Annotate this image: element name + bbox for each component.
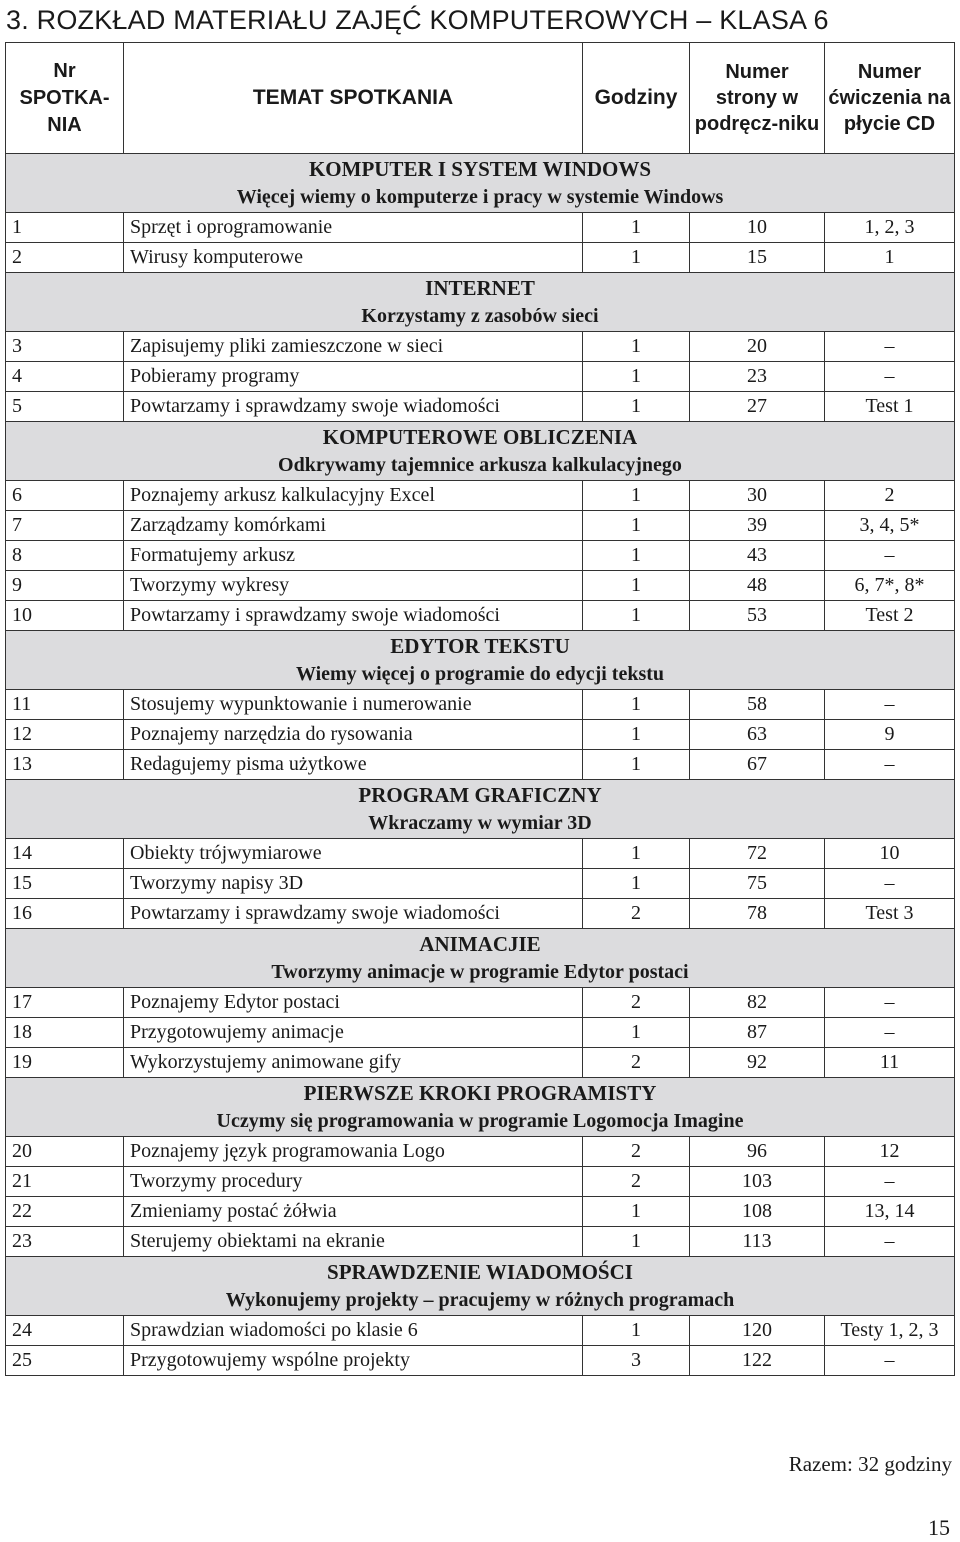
table-row <box>6 1227 955 1257</box>
cell-hours: 2 <box>583 899 690 929</box>
table-row <box>6 243 955 273</box>
cell-hours: 1 <box>583 541 690 571</box>
table-row <box>6 213 955 243</box>
cell-topic: Poznajemy arkusz kalkulacyjny Excel <box>124 481 583 511</box>
cell-cd: 9 <box>825 720 955 750</box>
cell-topic: Pobieramy programy <box>124 362 583 392</box>
cell-nr: 20 <box>6 1137 124 1167</box>
cell-nr: 4 <box>6 362 124 392</box>
header-hours: Godziny <box>583 43 690 154</box>
cell-hours: 1 <box>583 362 690 392</box>
cell-cd: Test 1 <box>825 392 955 422</box>
cell-topic: Tworzymy napisy 3D <box>124 869 583 899</box>
header-nr: Nr SPOTKA-NIA <box>6 43 124 154</box>
cell-topic: Zarządzamy komórkami <box>124 511 583 541</box>
cell-nr: 22 <box>6 1197 124 1227</box>
table-row <box>6 1167 955 1197</box>
table-row <box>6 1137 955 1167</box>
section-header-row <box>6 154 955 213</box>
cell-page: 15 <box>690 243 825 273</box>
cell-page: 78 <box>690 899 825 929</box>
cell-nr: 5 <box>6 392 124 422</box>
cell-page: 122 <box>690 1346 825 1376</box>
cell-nr: 24 <box>6 1316 124 1346</box>
cell-page: 58 <box>690 690 825 720</box>
cell-nr: 23 <box>6 1227 124 1257</box>
cell-hours: 1 <box>583 213 690 243</box>
section-header <box>6 780 955 839</box>
cell-hours: 2 <box>583 1137 690 1167</box>
header-cd: Numer ćwiczenia na płycie CD <box>825 43 955 154</box>
section-title: PROGRAM GRAFICZNY <box>358 783 602 807</box>
cell-page: 103 <box>690 1167 825 1197</box>
cell-hours: 1 <box>583 571 690 601</box>
cell-topic: Redagujemy pisma użytkowe <box>124 750 583 780</box>
cell-hours: 2 <box>583 988 690 1018</box>
table-row <box>6 720 955 750</box>
cell-hours: 1 <box>583 869 690 899</box>
section-title: INTERNET <box>425 276 535 300</box>
cell-topic: Przygotowujemy wspólne projekty <box>124 1346 583 1376</box>
cell-topic: Powtarzamy i sprawdzamy swoje wiadomości <box>124 392 583 422</box>
cell-hours: 1 <box>583 481 690 511</box>
section-header-row <box>6 273 955 332</box>
cell-cd: – <box>825 1227 955 1257</box>
cell-nr: 12 <box>6 720 124 750</box>
section-subtitle: Uczymy się programowania w programie Logomocja Imagine <box>216 1110 744 1132</box>
table-row <box>6 869 955 899</box>
cell-cd: 2 <box>825 481 955 511</box>
table-header-row <box>6 43 955 154</box>
cell-hours: 1 <box>583 750 690 780</box>
cell-topic: Wykorzystujemy animowane gify <box>124 1048 583 1078</box>
section-header <box>6 154 955 213</box>
section-subtitle: Korzystamy z zasobów sieci <box>361 305 599 327</box>
cell-nr: 7 <box>6 511 124 541</box>
cell-topic: Wirusy komputerowe <box>124 243 583 273</box>
cell-cd: 1 <box>825 243 955 273</box>
table-body <box>6 154 955 1376</box>
cell-nr: 2 <box>6 243 124 273</box>
cell-nr: 18 <box>6 1018 124 1048</box>
section-title: PIERWSZE KROKI PROGRAMISTY <box>303 1081 657 1105</box>
cell-page: 63 <box>690 720 825 750</box>
section-title: ANIMACJIE <box>419 932 541 956</box>
cell-nr: 11 <box>6 690 124 720</box>
table-row <box>6 690 955 720</box>
cell-cd: – <box>825 690 955 720</box>
cell-cd: – <box>825 362 955 392</box>
table-row <box>6 541 955 571</box>
cell-cd: – <box>825 541 955 571</box>
cell-page: 67 <box>690 750 825 780</box>
cell-page: 87 <box>690 1018 825 1048</box>
table-row <box>6 1048 955 1078</box>
cell-cd: 6, 7*, 8* <box>825 571 955 601</box>
cell-topic: Zmieniamy postać żółwia <box>124 1197 583 1227</box>
cell-page: 108 <box>690 1197 825 1227</box>
cell-topic: Obiekty trójwymiarowe <box>124 839 583 869</box>
section-header <box>6 1257 955 1316</box>
cell-topic: Zapisujemy pliki zamieszczone w sieci <box>124 332 583 362</box>
cell-hours: 2 <box>583 1167 690 1197</box>
cell-topic: Powtarzamy i sprawdzamy swoje wiadomości <box>124 899 583 929</box>
cell-hours: 1 <box>583 839 690 869</box>
cell-cd: Test 2 <box>825 601 955 631</box>
cell-page: 96 <box>690 1137 825 1167</box>
cell-cd: 12 <box>825 1137 955 1167</box>
section-header-row <box>6 1257 955 1316</box>
cell-nr: 8 <box>6 541 124 571</box>
cell-cd: 3, 4, 5* <box>825 511 955 541</box>
cell-nr: 10 <box>6 601 124 631</box>
cell-page: 20 <box>690 332 825 362</box>
cell-nr: 9 <box>6 571 124 601</box>
cell-hours: 1 <box>583 392 690 422</box>
header-page: Numer strony w podręcz-niku <box>690 43 825 154</box>
table-row <box>6 511 955 541</box>
section-subtitle: Wkraczamy w wymiar 3D <box>368 812 592 834</box>
table-row <box>6 362 955 392</box>
cell-page: 23 <box>690 362 825 392</box>
cell-cd: Testy 1, 2, 3 <box>825 1316 955 1346</box>
cell-cd: – <box>825 332 955 362</box>
table-row <box>6 481 955 511</box>
table-row <box>6 839 955 869</box>
cell-cd: – <box>825 750 955 780</box>
cell-page: 48 <box>690 571 825 601</box>
table-row <box>6 988 955 1018</box>
cell-topic: Poznajemy Edytor postaci <box>124 988 583 1018</box>
cell-hours: 1 <box>583 720 690 750</box>
cell-page: 92 <box>690 1048 825 1078</box>
cell-cd: 11 <box>825 1048 955 1078</box>
section-header-row <box>6 780 955 839</box>
cell-page: 27 <box>690 392 825 422</box>
cell-hours: 1 <box>583 332 690 362</box>
cell-page: 113 <box>690 1227 825 1257</box>
section-header-row <box>6 631 955 690</box>
syllabus-table <box>5 42 955 1376</box>
table-row <box>6 601 955 631</box>
cell-hours: 2 <box>583 1048 690 1078</box>
section-header-row <box>6 422 955 481</box>
table-row <box>6 1197 955 1227</box>
table-row <box>6 1346 955 1376</box>
cell-page: 75 <box>690 869 825 899</box>
section-subtitle: Wiemy więcej o programie do edycji tekstu <box>295 663 665 685</box>
cell-hours: 1 <box>583 601 690 631</box>
cell-cd: 10 <box>825 839 955 869</box>
cell-nr: 16 <box>6 899 124 929</box>
cell-hours: 1 <box>583 243 690 273</box>
cell-nr: 14 <box>6 839 124 869</box>
cell-topic: Stosujemy wypunktowanie i numerowanie <box>124 690 583 720</box>
header-topic: TEMAT SPOTKANIA <box>124 43 583 154</box>
cell-page: 72 <box>690 839 825 869</box>
cell-page: 120 <box>690 1316 825 1346</box>
section-title: KOMPUTER I SYSTEM WINDOWS <box>308 157 652 181</box>
cell-hours: 3 <box>583 1346 690 1376</box>
cell-topic: Poznajemy język programowania Logo <box>124 1137 583 1167</box>
cell-topic: Sprawdzian wiadomości po klasie 6 <box>124 1316 583 1346</box>
cell-nr: 15 <box>6 869 124 899</box>
cell-page: 30 <box>690 481 825 511</box>
cell-hours: 1 <box>583 511 690 541</box>
cell-nr: 21 <box>6 1167 124 1197</box>
section-subtitle: Odkrywamy tajemnice arkusza kalkulacyjnego <box>278 454 682 476</box>
section-title: KOMPUTEROWE OBLICZENIA <box>322 425 638 449</box>
table-row <box>6 392 955 422</box>
cell-nr: 13 <box>6 750 124 780</box>
section-header <box>6 929 955 988</box>
section-header <box>6 422 955 481</box>
cell-cd: 13, 14 <box>825 1197 955 1227</box>
table-row <box>6 1316 955 1346</box>
section-header <box>6 1078 955 1137</box>
cell-topic: Sterujemy obiektami na ekranie <box>124 1227 583 1257</box>
section-subtitle: Więcej wiemy o komputerze i pracy w systemie Windows <box>236 186 724 208</box>
table-row <box>6 1018 955 1048</box>
cell-topic: Tworzymy procedury <box>124 1167 583 1197</box>
cell-nr: 25 <box>6 1346 124 1376</box>
cell-hours: 1 <box>583 690 690 720</box>
section-header-row <box>6 1078 955 1137</box>
table-row <box>6 332 955 362</box>
section-header <box>6 273 955 332</box>
cell-cd: 1, 2, 3 <box>825 213 955 243</box>
cell-cd: – <box>825 1018 955 1048</box>
cell-topic: Tworzymy wykresy <box>124 571 583 601</box>
cell-cd: – <box>825 869 955 899</box>
section-title: SPRAWDZENIE WIADOMOŚCI <box>327 1260 633 1284</box>
cell-topic: Poznajemy narzędzia do rysowania <box>124 720 583 750</box>
table-row <box>6 750 955 780</box>
cell-hours: 1 <box>583 1197 690 1227</box>
cell-page: 39 <box>690 511 825 541</box>
section-title: EDYTOR TEKSTU <box>390 634 570 658</box>
cell-hours: 1 <box>583 1316 690 1346</box>
cell-topic: Sprzęt i oprogramowanie <box>124 213 583 243</box>
cell-page: 53 <box>690 601 825 631</box>
section-header <box>6 631 955 690</box>
cell-hours: 1 <box>583 1018 690 1048</box>
table-row <box>6 899 955 929</box>
cell-cd: – <box>825 988 955 1018</box>
cell-hours: 1 <box>583 1227 690 1257</box>
cell-cd: – <box>825 1346 955 1376</box>
cell-topic: Przygotowujemy animacje <box>124 1018 583 1048</box>
table-row <box>6 571 955 601</box>
total-hours: Razem: 32 godziny <box>788 1452 952 1476</box>
cell-nr: 17 <box>6 988 124 1018</box>
cell-topic: Powtarzamy i sprawdzamy swoje wiadomości <box>124 601 583 631</box>
section-header-row <box>6 929 955 988</box>
section-subtitle: Tworzymy animacje w programie Edytor postaci <box>271 961 689 983</box>
cell-nr: 3 <box>6 332 124 362</box>
cell-topic: Formatujemy arkusz <box>124 541 583 571</box>
page-number: 15 <box>928 1515 950 1540</box>
cell-nr: 19 <box>6 1048 124 1078</box>
cell-cd: Test 3 <box>825 899 955 929</box>
section-subtitle: Wykonujemy projekty – pracujemy w różnych programach <box>225 1289 735 1311</box>
cell-nr: 1 <box>6 213 124 243</box>
cell-page: 82 <box>690 988 825 1018</box>
page-title: 3. ROZKŁAD MATERIAŁU ZAJĘĆ KOMPUTEROWYCH – KLASA 6 <box>6 5 829 35</box>
cell-cd: – <box>825 1167 955 1197</box>
cell-page: 10 <box>690 213 825 243</box>
cell-page: 43 <box>690 541 825 571</box>
cell-nr: 6 <box>6 481 124 511</box>
